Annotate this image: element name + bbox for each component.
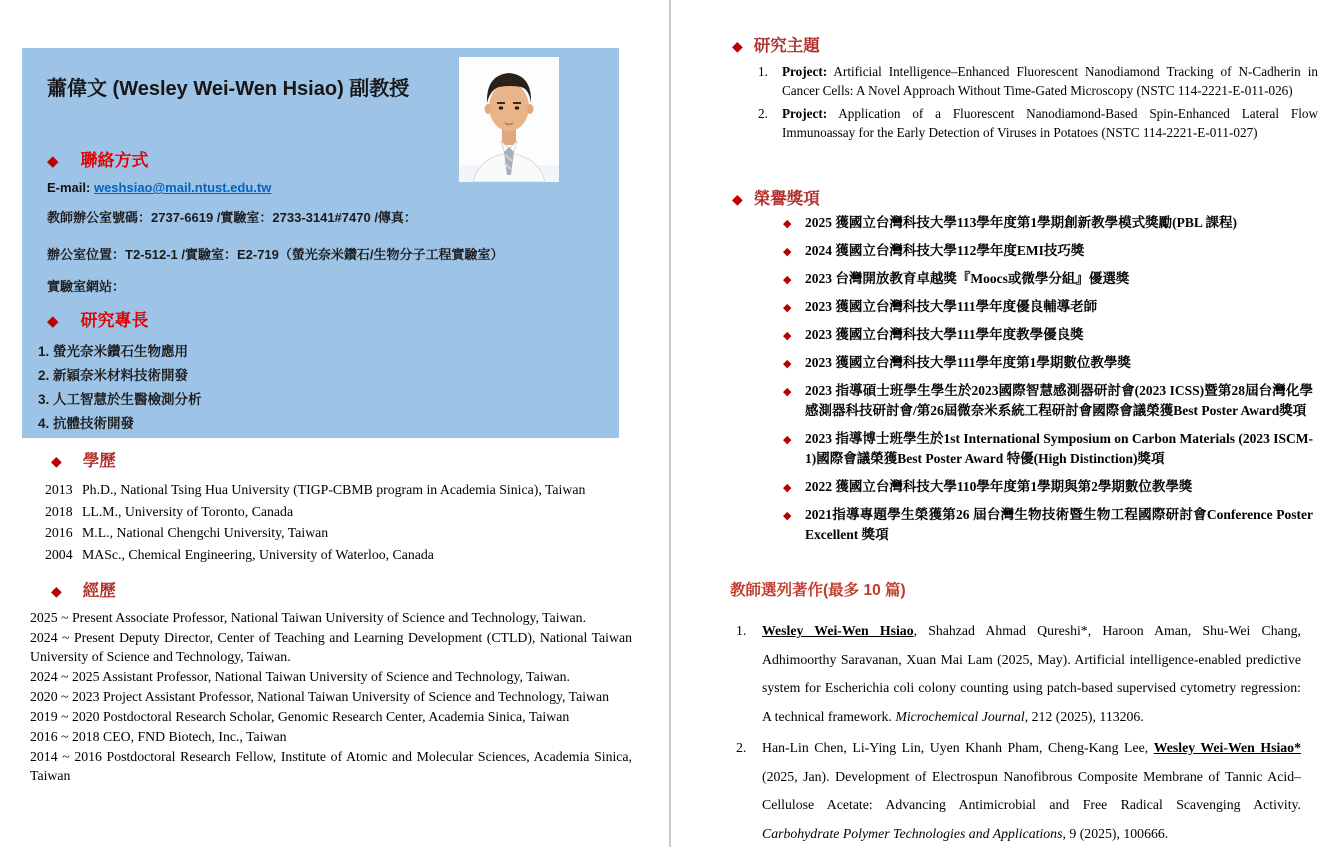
award-item bbox=[783, 213, 1313, 233]
education-row bbox=[45, 501, 632, 523]
publication-journal: Carbohydrate Polymer Technologies and Applications bbox=[762, 825, 1063, 841]
education-detail: MASc., Chemical Engineering, University of Waterloo, Canada bbox=[82, 546, 434, 562]
publication-journal: Microchemical Journal bbox=[895, 708, 1025, 724]
topic-text: Application of a Fluorescent Nanodiamond-Based Spin-Enhanced Lateral Flow Immunoassay for the Early Detection of Viruses in Potatoes (NSTC 114-2221-E-011-027) bbox=[782, 106, 1318, 140]
education-detail: M.L., National Chengchi University, Taiwan bbox=[82, 525, 329, 540]
specialty-item: 3. 人工智慧於生醫檢測分析 bbox=[38, 392, 202, 407]
publication-author-highlight: Wesley Wei-Wen Hsiao* bbox=[1153, 740, 1301, 755]
email-label: E-mail: bbox=[47, 180, 94, 195]
awards-section bbox=[700, 185, 1325, 553]
award-item bbox=[783, 269, 1313, 289]
publication-text: (2025, Jan). Development of Electrospun Nanofibrous Composite Membrane of Tannic Acid–Cellulose Acetate: Advancing Antimicrobial and Free Radical Scavenging Activity. bbox=[762, 768, 1301, 812]
publication-authors: Han-Lin Chen, Li-Ying Lin, Uyen Khanh Pham, Cheng-Kang Lee, bbox=[762, 740, 1154, 755]
lab-website-line: 實驗室網站： bbox=[47, 279, 126, 294]
phone-line: 教師辦公室號碼：2737-6619 /實驗室：2733-3141#7470 /傳真： bbox=[47, 210, 417, 225]
experience-item: 2024 ~ Present Deputy Director, Center of Teaching and Learning Development (CTLD), National Taiwan University of Science and Technology, Taiwan. bbox=[30, 630, 632, 664]
experience-item: 2016 ~ 2018 CEO, FND Biotech, Inc., Taiwan bbox=[30, 729, 287, 744]
diamond-icon: ◆ bbox=[47, 313, 59, 330]
diamond-icon: ◆ bbox=[47, 153, 59, 170]
award-text: 2023 指導碩士班學生學生於2023國際智慧感測器研討會(2023 ICSS)暨第28屆台灣化學感測器科技研討會/第26屆微奈米系統工程研討會國際會議榮獲Best Poster Award獎項 bbox=[805, 383, 1313, 418]
publication-text: , 9 (2025), 100666. bbox=[1062, 825, 1169, 841]
award-text: 2023 指導博士班學生於1st International Symposium on Carbon Materials (2023 ISCM-1)國際會議榮獲Best Poster Award 特優(High Distinction)獎項 bbox=[805, 431, 1313, 466]
award-text: 2023 獲國立台灣科技大學111學年度優良輔導老師 bbox=[805, 299, 1098, 314]
publications-heading: 教師選列著作(最多 10 篇) bbox=[730, 582, 906, 599]
diamond-icon: ◆ bbox=[783, 510, 792, 522]
education-year: 2013 bbox=[45, 482, 73, 497]
awards-section-heading bbox=[700, 185, 1325, 209]
research-topics-heading-label: 研究主題 bbox=[753, 36, 820, 55]
research-topic-item bbox=[752, 63, 1318, 100]
diamond-icon: ◆ bbox=[732, 193, 743, 208]
diamond-icon: ◆ bbox=[51, 585, 62, 600]
publications-list bbox=[733, 617, 1325, 848]
education-section-heading bbox=[30, 447, 632, 471]
education-detail: Ph.D., National Tsing Hua University (TIGP-CBMB program in Academia Sinica), Taiwan bbox=[82, 482, 586, 497]
specialties-section-heading bbox=[47, 306, 149, 331]
education-list bbox=[45, 479, 632, 565]
topic-label: Project: bbox=[782, 106, 828, 121]
experience-item: 2019 ~ 2020 Postdoctoral Research Scholar, Genomic Research Center, Academia Sinica, Taiwan bbox=[30, 709, 570, 724]
education-year: 2018 bbox=[45, 503, 73, 519]
experience-section-heading bbox=[30, 577, 632, 601]
diamond-icon: ◆ bbox=[783, 218, 792, 230]
award-text: 2023 獲國立台灣科技大學111學年度教學優良獎 bbox=[805, 327, 1084, 342]
profile-photo bbox=[459, 57, 559, 182]
award-item bbox=[783, 429, 1313, 469]
education-section bbox=[30, 447, 632, 565]
office-location-line: 辦公室位置：T2-512-1 /實驗室：E2-719（螢光奈米鑽石/生物分子工程實驗室） bbox=[47, 247, 504, 262]
experience-item: 2025 ~ Present Associate Professor, National Taiwan University of Science and Technology, Taiwan. bbox=[30, 610, 587, 625]
awards-heading-label: 榮譽獎項 bbox=[753, 189, 820, 208]
diamond-icon: ◆ bbox=[783, 386, 792, 398]
profile-card bbox=[22, 48, 619, 438]
award-item bbox=[783, 477, 1313, 497]
specialty-item: 2. 新穎奈米材料技術開發 bbox=[38, 368, 189, 383]
publication-number: 1. bbox=[736, 623, 747, 638]
diamond-icon: ◆ bbox=[783, 330, 792, 342]
award-item bbox=[783, 241, 1313, 261]
page-title: 蕭偉文 (Wesley Wei-Wen Hsiao) 副教授 bbox=[47, 78, 410, 100]
education-row bbox=[45, 479, 632, 501]
research-topics-heading bbox=[700, 32, 1325, 56]
topic-text: Artificial Intelligence–Enhanced Fluorescent Nanodiamond Tracking of N-Cadherin in Cancer Cells: A Novel Approach Without Time-Gated Microscopy (NSTC 114-2221-E-011-026) bbox=[782, 64, 1318, 98]
topic-number: 2. bbox=[758, 106, 768, 121]
specialty-item: 4. 抗體技術開發 bbox=[38, 416, 135, 431]
diamond-icon: ◆ bbox=[783, 302, 792, 314]
education-row bbox=[45, 544, 632, 566]
award-text: 2024 獲國立台灣科技大學112學年度EMI技巧獎 bbox=[805, 243, 1085, 258]
diamond-icon: ◆ bbox=[783, 358, 792, 370]
education-year: 2016 bbox=[45, 525, 73, 540]
award-item bbox=[783, 297, 1313, 317]
award-text: 2025 獲國立台灣科技大學113學年度第1學期創新教學模式獎勵(PBL 課程) bbox=[805, 215, 1238, 230]
publication-number: 2. bbox=[736, 740, 747, 755]
publication-item bbox=[733, 734, 1301, 848]
specialty-item: 1. 螢光奈米鑽石生物應用 bbox=[38, 344, 189, 359]
topic-number: 1. bbox=[758, 64, 768, 79]
diamond-icon: ◆ bbox=[732, 40, 743, 55]
experience-item: 2020 ~ 2023 Project Assistant Professor, National Taiwan University of Science and Technology, Taiwan bbox=[30, 689, 610, 704]
topic-label: Project: bbox=[782, 64, 828, 79]
contact-heading-label: 聯絡方式 bbox=[80, 151, 149, 170]
experience-list bbox=[30, 608, 632, 785]
publication-author-highlight: Wesley Wei-Wen Hsiao bbox=[762, 623, 914, 638]
research-topics-section bbox=[700, 32, 1325, 147]
award-item bbox=[783, 353, 1313, 373]
experience-heading-label: 經歷 bbox=[82, 581, 116, 600]
education-heading-label: 學歷 bbox=[82, 451, 116, 470]
award-text: 2023 台灣開放教育卓越獎『Moocs或微學分組』優選獎 bbox=[805, 271, 1130, 286]
award-item bbox=[783, 325, 1313, 345]
person-portrait-icon bbox=[459, 57, 559, 182]
award-text: 2022 獲國立台灣科技大學110學年度第1學期與第2學期數位教學獎 bbox=[805, 479, 1193, 494]
email-line bbox=[47, 180, 271, 195]
education-detail: LL.M., University of Toronto, Canada bbox=[82, 503, 294, 519]
experience-item: 2014 ~ 2016 Postdoctoral Research Fellow, Institute of Atomic and Molecular Sciences, Academia Sinica, Taiwan bbox=[30, 749, 632, 783]
publication-item bbox=[733, 617, 1301, 731]
awards-list bbox=[783, 213, 1313, 545]
specialties-heading-label: 研究專長 bbox=[80, 311, 149, 330]
research-topic-item bbox=[752, 105, 1318, 142]
publication-text: , Shahzad Ahmad Qureshi*, Haroon Aman, Shu-Wei Chang, Adhimoorthy Saravanan, Xuan Mai Lam (2025, May). Artificial intelligence-enabled predictive system for Escherichia coli colony counting using patch-based supervised cytometry regression: A technical framework. bbox=[762, 623, 1301, 724]
publications-section bbox=[700, 578, 1325, 851]
award-item bbox=[783, 381, 1313, 421]
education-year: 2004 bbox=[45, 546, 73, 562]
award-text: 2023 獲國立台灣科技大學111學年度第1學期數位教學獎 bbox=[805, 355, 1131, 370]
award-text: 2021指導專題學生榮獲第26 屆台灣生物技術暨生物工程國際研討會Conference Poster Excellent 獎項 bbox=[805, 507, 1313, 542]
diamond-icon: ◆ bbox=[783, 434, 792, 446]
diamond-icon: ◆ bbox=[783, 482, 792, 494]
experience-section bbox=[30, 577, 632, 786]
experience-item: 2024 ~ 2025 Assistant Professor, National Taiwan University of Science and Technology, Taiwan. bbox=[30, 669, 570, 684]
contact-section-heading bbox=[47, 146, 149, 171]
research-topics-list bbox=[700, 63, 1325, 142]
diamond-icon: ◆ bbox=[51, 455, 62, 470]
diamond-icon: ◆ bbox=[783, 246, 792, 258]
education-row bbox=[45, 522, 632, 544]
award-item bbox=[783, 505, 1313, 545]
publication-text: , 212 (2025), 113206. bbox=[1024, 708, 1144, 724]
diamond-icon: ◆ bbox=[783, 274, 792, 286]
column-divider bbox=[669, 0, 671, 847]
email-link[interactable]: weshsiao@mail.ntust.edu.tw bbox=[93, 180, 272, 195]
